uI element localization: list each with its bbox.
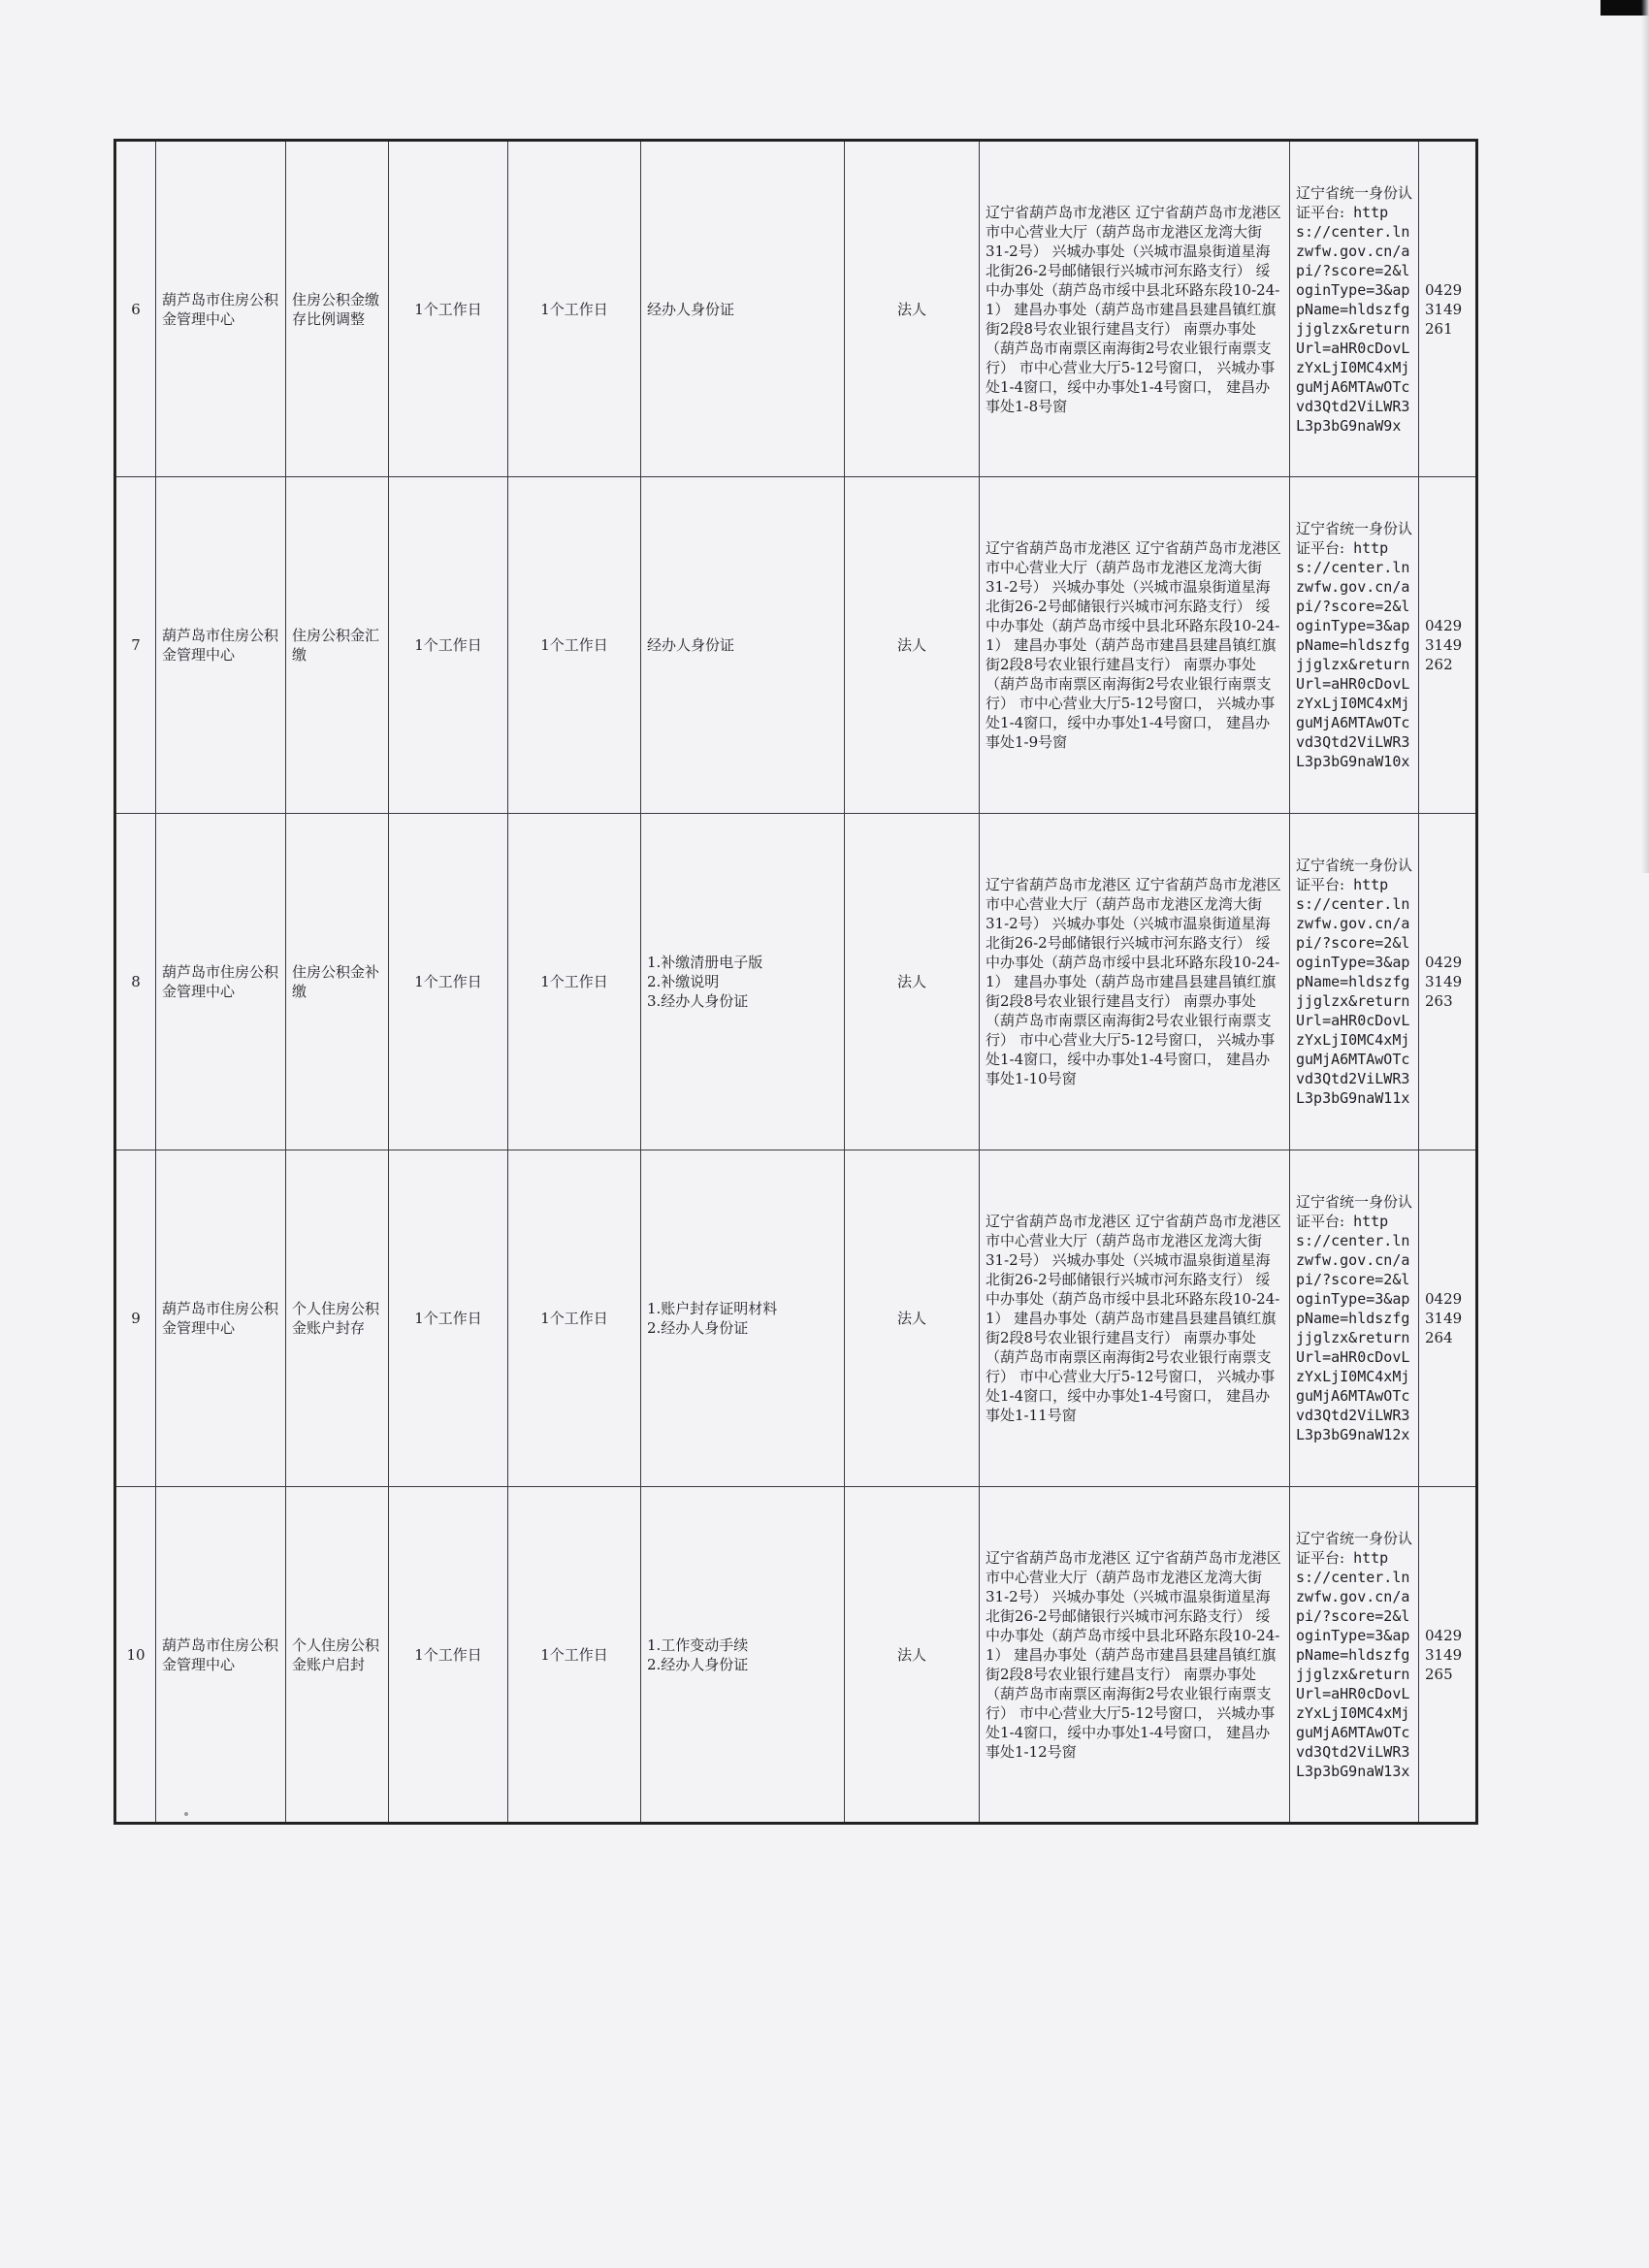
legal-time-limit-cell: 1个工作日: [389, 477, 508, 814]
materials-cell: [641, 141, 845, 477]
department-cell: 葫芦岛市住房公积金管理中心: [156, 814, 286, 1150]
table-row: [115, 1150, 1477, 1487]
auth-platform-url: https://center.lnzwfw.gov.cn/api/?score=2&loginType=3&appName=hldszfgjjglzx&returnUrl=aHR0cDovLzYxLjI0MC4xMjguMjA6MTAwOTcvd3Qtd2ViLWR3L3p3bG9naW12x: [1296, 1213, 1410, 1443]
auth-platform-url: https://center.lnzwfw.gov.cn/api/?score=2&loginType=3&appName=hldszfgjjglzx&returnUrl=aHR0cDovLzYxLjI0MC4xMjguMjA6MTAwOTcvd3Qtd2ViLWR3L3p3bG9naW13x: [1296, 1548, 1410, 1780]
service-item-cell: 个人住房公积金账户启封: [286, 1487, 389, 1824]
service-target-cell: 法人: [845, 477, 980, 814]
material-item: 1.账户封存证明材料: [647, 1300, 778, 1317]
handling-address-cell: 辽宁省葫芦岛市龙港区 辽宁省葫芦岛市龙港区 市中心营业大厅（葫芦岛市龙港区龙湾大街31-2号） 兴城办事处（兴城市温泉街道星海北街26-2号邮储银行兴城市河东路支行） 绥中办事处（葫芦岛市绥中县北环路东段10-24-1） 建昌办事处（葫芦岛市建昌县建昌镇红旗街2段8号农业银行建昌支行） 南票办事处（葫芦岛市南票区南海街2号农业银行南票支行） 市中心营业大厅5-12号窗口， 兴城办事处1-4窗口，绥中办事处1-4号窗口， 建昌办事处1-10号窗: [980, 814, 1290, 1150]
service-target-cell: 法人: [845, 1150, 980, 1487]
table-row: [115, 1487, 1477, 1824]
department-cell: 葫芦岛市住房公积金管理中心: [156, 1150, 286, 1487]
auth-platform-title: 辽宁省统一身份认证平台:: [1296, 520, 1413, 557]
auth-platform-url: https://center.lnzwfw.gov.cn/api/?score=2&loginType=3&appName=hldszfgjjglzx&returnUrl=aHR0cDovLzYxLjI0MC4xMjguMjA6MTAwOTcvd3Qtd2ViLWR3L3p3bG9naW9x: [1296, 203, 1410, 435]
department-cell: 葫芦岛市住房公积金管理中心: [156, 477, 286, 814]
auth-platform-url: https://center.lnzwfw.gov.cn/api/?score=2&loginType=3&appName=hldszfgjjglzx&returnUrl=aHR0cDovLzYxLjI0MC4xMjguMjA6MTAwOTcvd3Qtd2ViLWR3L3p3bG9naW11x: [1296, 876, 1410, 1107]
legal-time-limit-cell: 1个工作日: [389, 814, 508, 1150]
online-auth-cell: [1290, 814, 1419, 1150]
online-auth-cell: [1290, 141, 1419, 477]
materials-cell: [641, 1150, 845, 1487]
auth-platform-title: 辽宁省统一身份认证平台:: [1296, 1193, 1413, 1230]
table-row: [115, 814, 1477, 1150]
auth-platform-title: 辽宁省统一身份认证平台:: [1296, 183, 1413, 221]
handling-address-cell: 辽宁省葫芦岛市龙港区 辽宁省葫芦岛市龙港区 市中心营业大厅（葫芦岛市龙港区龙湾大街31-2号） 兴城办事处（兴城市温泉街道星海北街26-2号邮储银行兴城市河东路支行） 绥中办事处（葫芦岛市绥中县北环路东段10-24-1） 建昌办事处（葫芦岛市建昌县建昌镇红旗街2段8号农业银行建昌支行） 南票办事处（葫芦岛市南票区南海街2号农业银行南票支行） 市中心营业大厅5-12号窗口， 兴城办事处1-4窗口，绥中办事处1-4号窗口， 建昌办事处1-12号窗: [980, 1487, 1290, 1824]
scan-edge-shadow: [1641, 0, 1649, 873]
service-item-cell: 住房公积金汇缴: [286, 477, 389, 814]
service-target-cell: 法人: [845, 141, 980, 477]
service-item-cell: 住房公积金补缴: [286, 814, 389, 1150]
department-cell: 葫芦岛市住房公积金管理中心: [156, 1487, 286, 1824]
row-number: 7: [115, 477, 156, 814]
item-code-cell: 04293149263: [1419, 814, 1477, 1150]
service-item-cell: 个人住房公积金账户封存: [286, 1150, 389, 1487]
scan-speck: [184, 1812, 188, 1816]
table-body: [115, 141, 1477, 1824]
online-auth-cell: [1290, 1150, 1419, 1487]
item-code-cell: 04293149264: [1419, 1150, 1477, 1487]
material-item: 2.经办人身份证: [647, 1655, 749, 1673]
promised-time-limit-cell: 1个工作日: [508, 1150, 641, 1487]
materials-cell: [641, 1487, 845, 1824]
row-number: 8: [115, 814, 156, 1150]
materials-cell: [641, 814, 845, 1150]
material-item: 经办人身份证: [647, 300, 735, 318]
row-number: 10: [115, 1487, 156, 1824]
table-row: [115, 141, 1477, 477]
auth-platform-url: https://center.lnzwfw.gov.cn/api/?score=2&loginType=3&appName=hldszfgjjglzx&returnUrl=aHR0cDovLzYxLjI0MC4xMjguMjA6MTAwOTcvd3Qtd2ViLWR3L3p3bG9naW10x: [1296, 539, 1410, 770]
handling-address-cell: 辽宁省葫芦岛市龙港区 辽宁省葫芦岛市龙港区 市中心营业大厅（葫芦岛市龙港区龙湾大街31-2号） 兴城办事处（兴城市温泉街道星海北街26-2号邮储银行兴城市河东路支行） 绥中办事处（葫芦岛市绥中县北环路东段10-24-1） 建昌办事处（葫芦岛市建昌县建昌镇红旗街2段8号农业银行建昌支行） 南票办事处（葫芦岛市南票区南海街2号农业银行南票支行） 市中心营业大厅5-12号窗口， 兴城办事处1-4窗口，绥中办事处1-4号窗口， 建昌办事处1-9号窗: [980, 477, 1290, 814]
online-auth-cell: [1290, 1487, 1419, 1824]
materials-cell: [641, 477, 845, 814]
row-number: 6: [115, 141, 156, 477]
material-item: 经办人身份证: [647, 636, 735, 654]
promised-time-limit-cell: 1个工作日: [508, 141, 641, 477]
item-code-cell: 04293149265: [1419, 1487, 1477, 1824]
material-item: 2.经办人身份证: [647, 1319, 749, 1337]
material-item: 3.经办人身份证: [647, 992, 749, 1010]
material-item: 1.工作变动手续: [647, 1636, 749, 1654]
table-row: [115, 477, 1477, 814]
material-item: 1.补缴清册电子版: [647, 954, 763, 971]
handling-address-cell: 辽宁省葫芦岛市龙港区 辽宁省葫芦岛市龙港区 市中心营业大厅（葫芦岛市龙港区龙湾大街31-2号） 兴城办事处（兴城市温泉街道星海北街26-2号邮储银行兴城市河东路支行） 绥中办事处（葫芦岛市绥中县北环路东段10-24-1） 建昌办事处（葫芦岛市建昌县建昌镇红旗街2段8号农业银行建昌支行） 南票办事处（葫芦岛市南票区南海街2号农业银行南票支行） 市中心营业大厅5-12号窗口， 兴城办事处1-4窗口，绥中办事处1-4号窗口， 建昌办事处1-11号窗: [980, 1150, 1290, 1487]
department-cell: 葫芦岛市住房公积金管理中心: [156, 141, 286, 477]
row-number: 9: [115, 1150, 156, 1487]
promised-time-limit-cell: 1个工作日: [508, 814, 641, 1150]
auth-platform-title: 辽宁省统一身份认证平台:: [1296, 857, 1413, 893]
auth-platform-title: 辽宁省统一身份认证平台:: [1296, 1529, 1413, 1567]
item-code-cell: 04293149261: [1419, 141, 1477, 477]
promised-time-limit-cell: 1个工作日: [508, 1487, 641, 1824]
promised-time-limit-cell: 1个工作日: [508, 477, 641, 814]
item-code-cell: 04293149262: [1419, 477, 1477, 814]
service-target-cell: 法人: [845, 1487, 980, 1824]
service-target-cell: 法人: [845, 814, 980, 1150]
legal-time-limit-cell: 1个工作日: [389, 1150, 508, 1487]
legal-time-limit-cell: 1个工作日: [389, 1487, 508, 1824]
material-item: 2.补缴说明: [647, 973, 720, 990]
legal-time-limit-cell: 1个工作日: [389, 141, 508, 477]
handling-address-cell: 辽宁省葫芦岛市龙港区 辽宁省葫芦岛市龙港区 市中心营业大厅（葫芦岛市龙港区龙湾大街31-2号） 兴城办事处（兴城市温泉街道星海北街26-2号邮储银行兴城市河东路支行） 绥中办事处（葫芦岛市绥中县北环路东段10-24-1） 建昌办事处（葫芦岛市建昌县建昌镇红旗街2段8号农业银行建昌支行） 南票办事处（葫芦岛市南票区南海街2号农业银行南票支行） 市中心营业大厅5-12号窗口， 兴城办事处1-4窗口，绥中办事处1-4号窗口， 建昌办事处1-8号窗: [980, 141, 1290, 477]
service-item-cell: 住房公积金缴存比例调整: [286, 141, 389, 477]
service-items-table: [113, 139, 1478, 1825]
online-auth-cell: [1290, 477, 1419, 814]
